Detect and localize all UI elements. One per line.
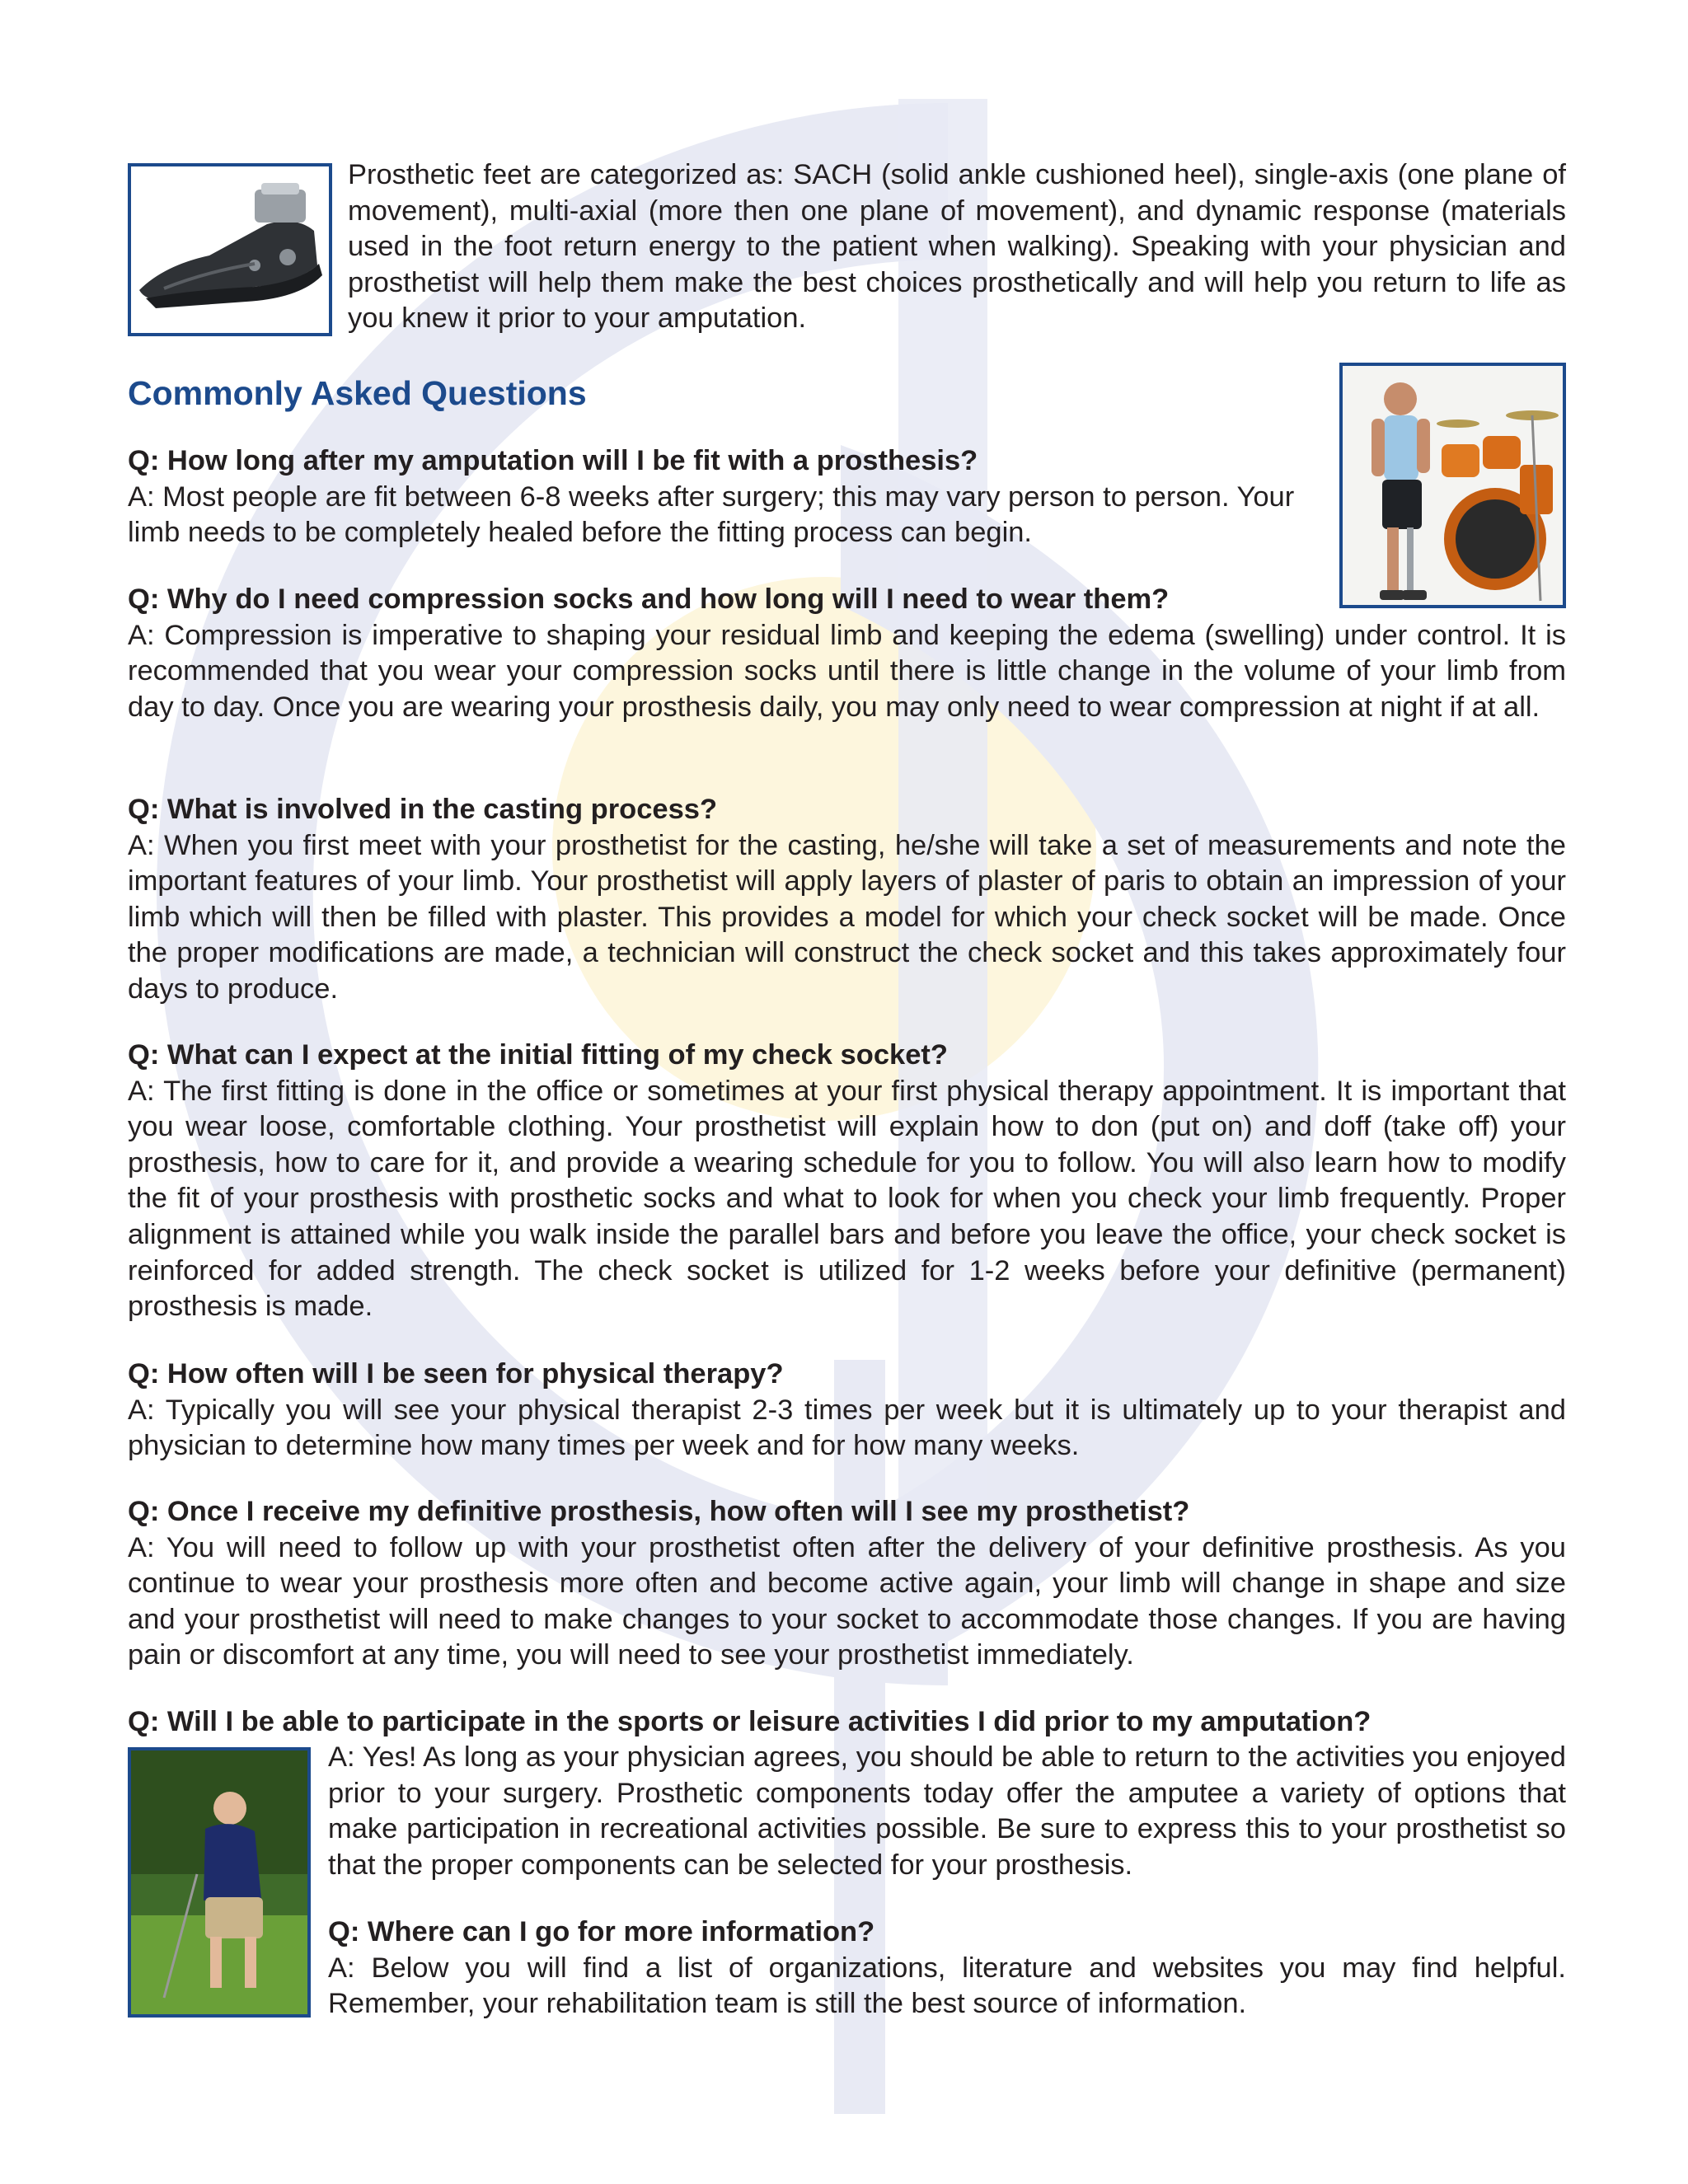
faq-item-prosthetist-followup xyxy=(128,1494,1566,1674)
faq-answer: A: When you first meet with your prosthetist for the casting, he/she will take a set of measurements and note the important features of your limb. Your prosthetist will apply layers of plaster of paris to obtain an impression of your limb which will then be filled with plaster. This provides a model for which your check socket will be made. Once the proper modifications are made, a technician will construct the check socket and this takes approximately four days to produce. xyxy=(128,829,1566,1005)
faq-answer: A: Typically you will see your physical therapist 2-3 times per week but it is ultimately up to your therapist and physician to determine how many times per week and for how many weeks. xyxy=(128,1394,1566,1462)
faq-answer-sports: A: Yes! As long as your physician agrees, you should be able to return to the activities you enjoyed prior to your surgery. Prosthetic components today offer the amputee a variety of options that make participation in recreational activities possible. Be sure to express this to your prosthetist so that the proper components can be selected for your prosthesis. xyxy=(328,1741,1566,1881)
faq-item-more-information xyxy=(328,1915,1566,2022)
golfer-photo xyxy=(128,1747,311,2018)
intro-paragraph: Prosthetic feet are categorized as: SACH (solid ankle cushioned heel), single-axis (one plane of movement), multi-axial (more then one plane of movement), and dynamic response (materials used in the foot return energy to the patient when walking). Speaking with your physician and prosthetist will help them make the best choices prosthetically and will help you return to life as you knew it prior to your amputation. xyxy=(348,159,1566,335)
faq-answer: A: The first fitting is done in the office or sometimes at your first physical therapy appointment. It is important that you wear loose, comfortable clothing. Your prosthetist will explain how to don (put on) and doff (take off) your prosthesis, how to care for it, and provide a wearing schedule for you to follow. You will also learn how to modify the fit of your prosthesis with prosthetic socks and what to look for when you check your limb frequently. Proper alignment is attained while you walk inside the parallel bars and before you leave the office, your check socket is reinforced for added strength. The check socket is utilized for 1-2 weeks before your definitive (permanent) prosthesis is made. xyxy=(128,1075,1566,1323)
faq-question-sports: Q: Will I be able to participate in the sports or leisure activities I did prior to my amputation? xyxy=(128,1706,1372,1737)
faq-item-physical-therapy xyxy=(128,1357,1566,1465)
faq-item-fit-timing xyxy=(128,443,1315,551)
faq-question: Q: Where can I go for more information? xyxy=(328,1916,875,1947)
faq-question: Q: Why do I need compression socks and how long will I need to wear them? xyxy=(128,583,1170,615)
faq-question: Q: Once I receive my definitive prosthesis, how often will I see my prosthetist? xyxy=(128,1496,1190,1527)
faq-question: Q: How often will I be seen for physical therapy? xyxy=(128,1358,784,1390)
faq-answer: A: Compression is imperative to shaping your residual limb and keeping the edema (swelling) under control. It is recommended that you wear your compression socks until there is little change in the volume of your limb from day to day. Once you are wearing your prosthesis daily, you may only need to wear compression at night if at all. xyxy=(128,619,1566,723)
faq-item-initial-fitting xyxy=(128,1038,1566,1325)
drummer-photo xyxy=(1339,363,1566,608)
faq-question: Q: How long after my amputation will I be fit with a prosthesis? xyxy=(128,445,978,476)
faq-question: Q: What can I expect at the initial fitting of my check socket? xyxy=(128,1039,948,1071)
prosthetic-foot-image xyxy=(128,163,332,336)
faq-item-casting-process xyxy=(128,792,1566,1008)
faq-item-compression-socks xyxy=(128,582,1566,725)
section-heading: Commonly Asked Questions xyxy=(128,374,587,412)
faq-answer: A: You will need to follow up with your prosthetist often after the delivery of your definitive prosthesis. As you continue to wear your prosthesis more often and become active again, your limb will change in shape and size and your prosthetist will need to make changes to your socket to accommodate those changes. If you are having pain or discomfort at any time, you will need to see your prosthetist immediately. xyxy=(128,1531,1566,1671)
faq-answer: A: Most people are fit between 6-8 weeks after surgery; this may vary person to person. Your limb needs to be completely healed before the fitting process can begin. xyxy=(128,480,1295,549)
faq-answer: A: Below you will find a list of organizations, literature and websites you may find helpful. Remember, your rehabilitation team is still the best source of information. xyxy=(328,1952,1566,2020)
faq-question: Q: What is involved in the casting process? xyxy=(128,794,718,825)
